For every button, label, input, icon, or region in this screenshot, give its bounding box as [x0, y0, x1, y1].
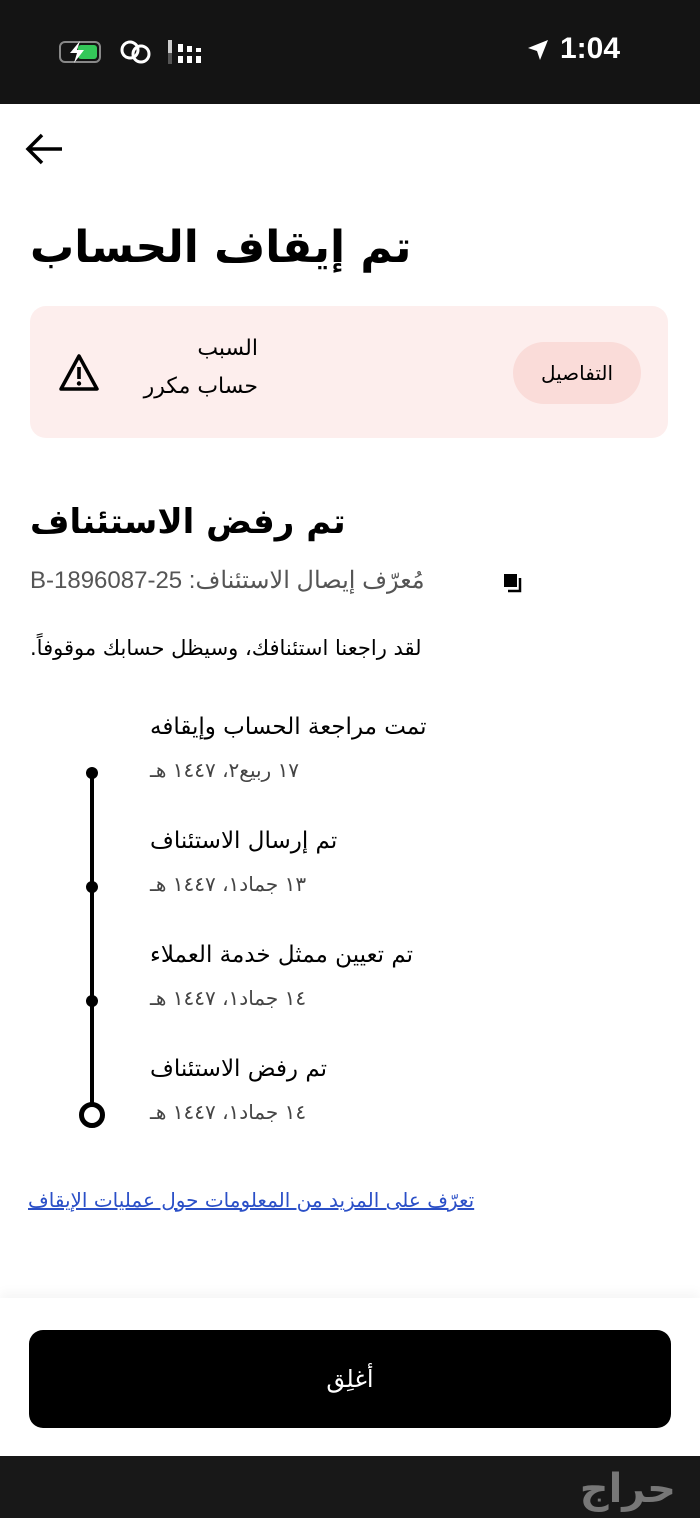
haraj-watermark-logo: حراج [579, 1466, 676, 1512]
timeline-step-date: ١٤ جماد١، ١٤٤٧ هـ [150, 1100, 307, 1124]
timeline-step-title: تم رفض الاستئناف [150, 1056, 328, 1082]
timeline-step-date: ١٧ ربيع٢، ١٤٤٧ هـ [150, 758, 300, 782]
timeline-step-date: ١٣ جماد١، ١٤٤٧ هـ [150, 872, 307, 896]
close-button[interactable]: أغلِق [29, 1330, 671, 1428]
appeal-status-heading: تم رفض الاستئناف [30, 502, 346, 542]
appeal-receipt-id: B-1896مُعرّف إيصال الاستئناف: 25-087 [30, 567, 425, 594]
location-arrow-icon [526, 38, 550, 62]
appeal-message: لقد راجعنا استئنافك، وسيظل حسابك موقوفاً. [30, 636, 422, 660]
reason-value: حساب مكرر [143, 374, 258, 399]
back-arrow-icon[interactable] [24, 132, 64, 166]
link-icon [118, 39, 154, 65]
signal-icon [168, 40, 204, 64]
battery-charging-icon [56, 40, 104, 64]
timeline-step-date: ١٤ جماد١، ١٤٤٧ هـ [150, 986, 307, 1010]
timeline-dot [86, 881, 98, 893]
timeline-step-title: تمت مراجعة الحساب وإيقافه [150, 714, 427, 740]
timeline-current-ring [79, 1102, 105, 1128]
timeline-line [90, 773, 94, 1113]
clock: 1:04 [559, 32, 620, 65]
copy-icon[interactable] [502, 572, 524, 594]
timeline-dot [86, 767, 98, 779]
status-bar [0, 0, 700, 104]
learn-more-link[interactable]: تعرّف على المزيد من المعلومات حول عمليات الإيقاف [28, 1188, 475, 1212]
reason-label: السبب [197, 336, 258, 361]
timeline-step-title: تم إرسال الاستئناف [150, 828, 338, 854]
warning-icon [58, 352, 100, 394]
timeline-step-title: تم تعيين ممثل خدمة العملاء [150, 942, 414, 968]
watermark-bar [0, 1456, 700, 1518]
timeline-dot [86, 995, 98, 1007]
details-button[interactable]: التفاصيل [513, 342, 641, 404]
page-title: تم إيقاف الحساب [30, 222, 412, 273]
